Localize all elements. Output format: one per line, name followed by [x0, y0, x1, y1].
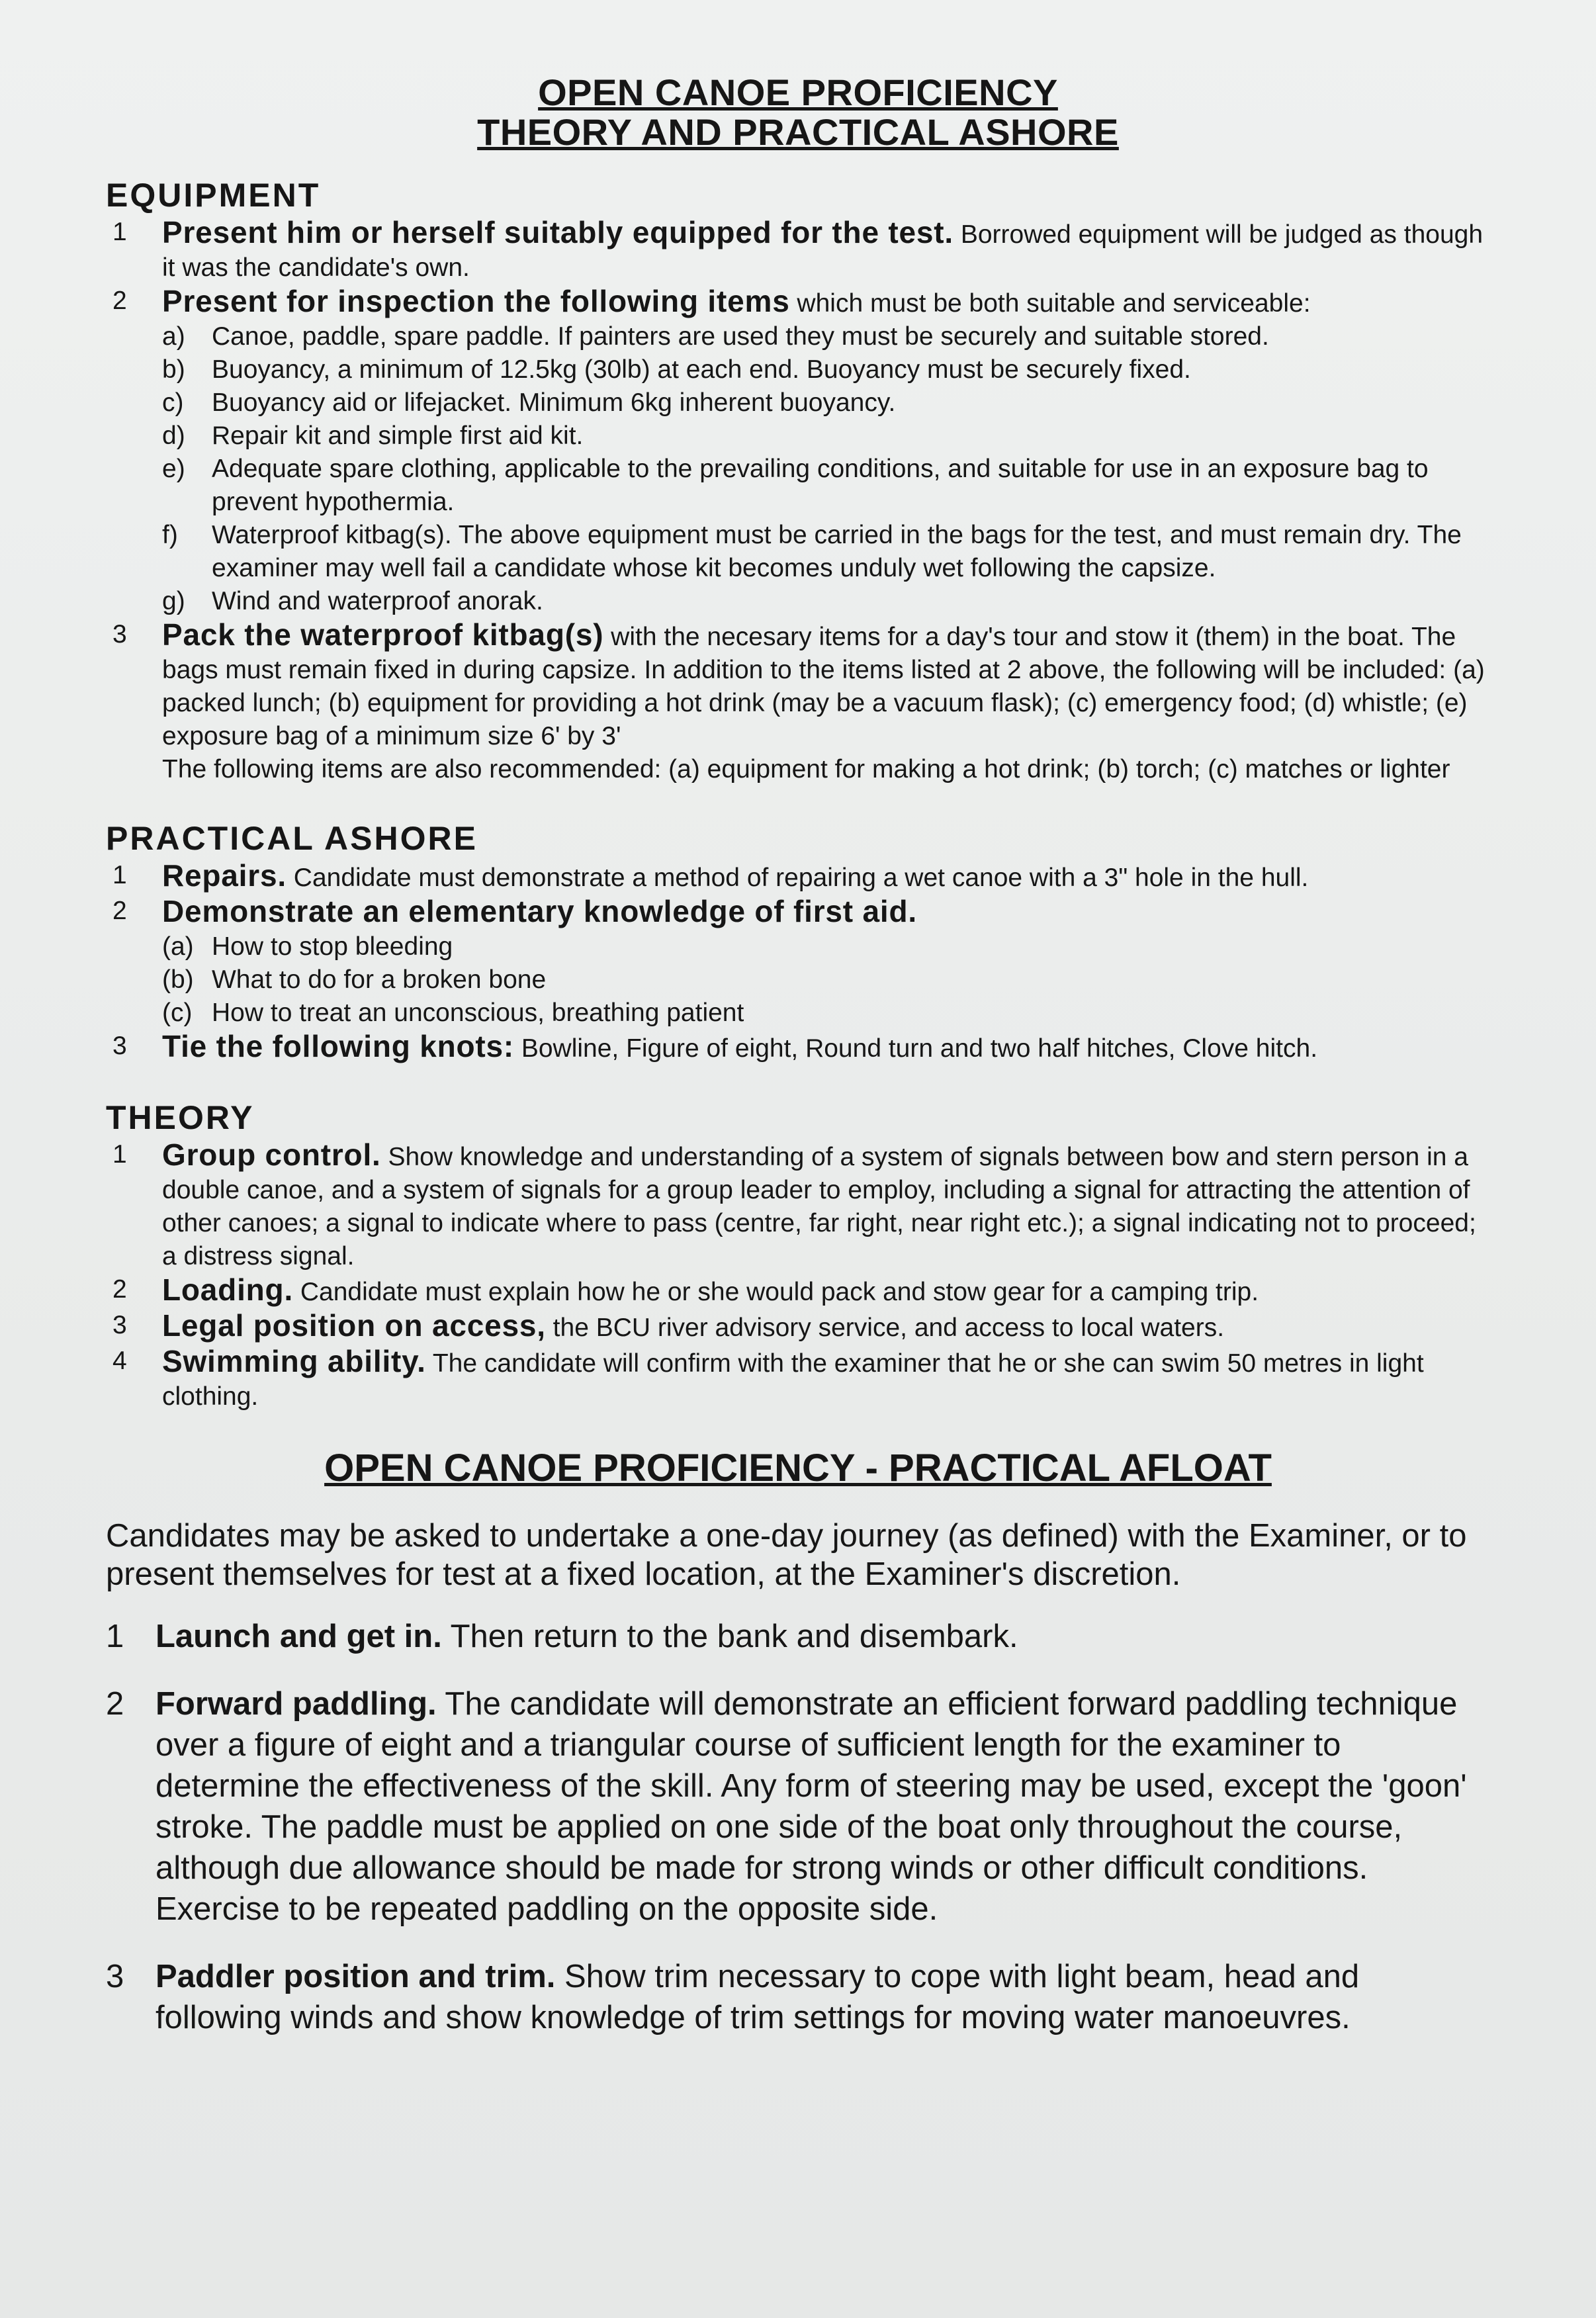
- item-number: 1: [112, 218, 127, 246]
- item-number: 2: [112, 287, 127, 315]
- item-lead: Legal position on access,: [162, 1308, 546, 1343]
- theory-item-4: [106, 1345, 1490, 1413]
- item-text: Show trim necessary to cope with light beam, head and following winds and show knowledge of trim settings for moving water manoeuvres.: [155, 1959, 1360, 2035]
- afloat-item-1: [106, 1616, 1490, 1657]
- item-lead: Forward paddling.: [155, 1686, 437, 1722]
- item-lead: Swimming ability.: [162, 1344, 426, 1378]
- item-number: 3: [112, 1311, 127, 1339]
- item-number: 2: [106, 1686, 124, 1722]
- item-lead: Launch and get in.: [155, 1619, 442, 1654]
- item-number: 1: [112, 1140, 127, 1169]
- theory-item-3: [106, 1309, 1490, 1345]
- equipment-item-1: [106, 216, 1490, 285]
- item-lead: Group control.: [162, 1137, 381, 1172]
- item-text: Candidate must explain how he or she would pack and stow gear for a camping trip.: [293, 1278, 1259, 1306]
- sub-text: Buoyancy, a minimum of 12.5kg (30lb) at each end. Buoyancy must be securely fixed.: [212, 355, 1191, 384]
- item-number: 3: [106, 1959, 124, 1994]
- sub-letter: g): [162, 587, 185, 615]
- item-text: which must be both suitable and serviceable:: [789, 289, 1311, 318]
- sub-letter: e): [162, 455, 185, 483]
- item-text: Bowline, Figure of eight, Round turn and two half hitches, Clove hitch.: [514, 1034, 1318, 1063]
- item-text: with the necesary items for a day's tour and stow it (them) in the boat. The bags must remain fixed in during capsize. In addition to the items listed at 2 above, the following will be included: (a) packed lunch; (b) equipment for providing a hot drink (may be a vacuum flask); (c) emergency food; (d) whistle; (e) exposure bag of a minimum size 6' by 3': [162, 623, 1485, 750]
- sub-text: How to treat an unconscious, breathing patient: [212, 999, 744, 1027]
- item-text: Borrowed equipment will be judged as though it was the candidate's own.: [162, 220, 1484, 282]
- sub-text: Adequate spare clothing, applicable to the prevailing conditions, and suitable for use in an exposure bag to prevent hypothermia.: [212, 455, 1429, 516]
- page-title-line1: OPEN CANOE PROFICIENCY: [538, 71, 1058, 113]
- afloat-item-3: [106, 1956, 1490, 2038]
- equipment-sub-item: [106, 353, 1490, 386]
- first-aid-sub-item: [106, 963, 1490, 997]
- item-number: 2: [112, 897, 127, 925]
- practical-afloat-section: [106, 1447, 1490, 2038]
- equipment-heading: EQUIPMENT: [106, 177, 321, 214]
- item-text: Candidate must demonstrate a method of repairing a wet canoe with a 3" hole in the hull.: [286, 864, 1309, 892]
- practical-ashore-section: [106, 818, 1490, 1065]
- item-lead: Tie the following knots:: [162, 1029, 515, 1063]
- equipment-sub-item: [106, 420, 1490, 453]
- theory-item-2: [106, 1273, 1490, 1309]
- sub-letter: c): [162, 388, 184, 417]
- ashore-item-3: [106, 1030, 1490, 1065]
- afloat-item-2: [106, 1683, 1490, 1930]
- equipment-section: [106, 175, 1490, 786]
- item-extra: The following items are also recommended: (a) equipment for making a hot drink; (b) torch; (c) matches or lighter: [162, 755, 1450, 783]
- item-text: The candidate will confirm with the examiner that he or she can swim 50 metres in light clothing.: [162, 1349, 1424, 1411]
- theory-section: [106, 1097, 1490, 1413]
- sub-text: Canoe, paddle, spare paddle. If painters are used they must be securely and suitable stored.: [212, 322, 1269, 351]
- sub-letter: (c): [162, 999, 193, 1027]
- afloat-intro: Candidates may be asked to undertake a one-day journey (as defined) with the Examiner, or to present themselves for test at a fixed location, at the Examiner's discretion.: [106, 1518, 1467, 1592]
- item-number: 1: [112, 861, 127, 889]
- item-lead: Present him or herself suitably equipped for the test.: [162, 215, 953, 249]
- afloat-title: OPEN CANOE PROFICIENCY - PRACTICAL AFLOAT: [324, 1447, 1272, 1490]
- sub-text: Repair kit and simple first aid kit.: [212, 422, 584, 450]
- sub-text: How to stop bleeding: [212, 932, 453, 961]
- sub-letter: (a): [162, 932, 194, 961]
- item-lead: Paddler position and trim.: [155, 1959, 556, 1994]
- first-aid-sub-item: [106, 997, 1490, 1030]
- item-number: 3: [112, 1032, 127, 1060]
- item-text: Then return to the bank and disembark.: [441, 1619, 1018, 1654]
- item-number: 4: [112, 1347, 127, 1375]
- ashore-item-2: [106, 895, 1490, 930]
- sub-text: Buoyancy aid or lifejacket. Minimum 6kg inherent buoyancy.: [212, 388, 896, 417]
- sub-letter: a): [162, 322, 185, 351]
- theory-heading: THEORY: [106, 1099, 255, 1136]
- item-lead: Loading.: [162, 1272, 294, 1307]
- equipment-item-3: [106, 618, 1490, 786]
- item-text: Show knowledge and understanding of a system of signals between bow and stern person in a double canoe, and a system of signals for a group leader to employ, including a signal for attracting the attention of other canoes; a signal to indicate where to pass (centre, far right, near right etc.); a signal indicating not to proceed; a distress signal.: [162, 1143, 1476, 1270]
- item-number: 1: [106, 1619, 124, 1654]
- item-number: 2: [112, 1275, 127, 1304]
- item-lead: Present for inspection the following items: [162, 284, 790, 318]
- sub-letter: f): [162, 521, 178, 549]
- sub-letter: (b): [162, 965, 194, 994]
- equipment-sub-item: [106, 519, 1490, 585]
- equipment-sub-item: [106, 320, 1490, 353]
- item-lead: Pack the waterproof kitbag(s): [162, 617, 604, 652]
- equipment-sub-item: [106, 386, 1490, 420]
- first-aid-sub-item: [106, 930, 1490, 963]
- item-text: the BCU river advisory service, and access to local waters.: [545, 1314, 1225, 1342]
- item-text: The candidate will demonstrate an efficient forward paddling technique over a figure of eight and a triangular course of sufficient length for the examiner to determine the effectiveness of the skill. Any form of steering may be used, except the 'goon' stroke. The paddle must be applied on one side of the boat only throughout the course, although due allowance should be made for strong winds or other difficult conditions. Exercise to be repeated paddling on the opposite side.: [155, 1686, 1467, 1927]
- ashore-item-1: [106, 859, 1490, 895]
- sub-text: Waterproof kitbag(s). The above equipment must be carried in the bags for the test, and must remain dry. The examiner may well fail a candidate whose kit becomes unduly wet following the capsize.: [212, 521, 1462, 582]
- equipment-sub-item: [106, 453, 1490, 519]
- practical-ashore-heading: PRACTICAL ASHORE: [106, 820, 478, 857]
- equipment-sub-item: [106, 585, 1490, 618]
- item-number: 3: [112, 620, 127, 648]
- sub-text: What to do for a broken bone: [212, 965, 547, 994]
- sub-text: Wind and waterproof anorak.: [212, 587, 543, 615]
- theory-item-1: [106, 1138, 1490, 1273]
- item-lead: Demonstrate an elementary knowledge of first aid.: [162, 894, 917, 928]
- page-title-line2: THEORY AND PRACTICAL ASHORE: [477, 111, 1119, 153]
- equipment-item-2: [106, 285, 1490, 320]
- sub-letter: b): [162, 355, 185, 384]
- item-lead: Repairs.: [162, 858, 287, 893]
- sub-letter: d): [162, 422, 185, 450]
